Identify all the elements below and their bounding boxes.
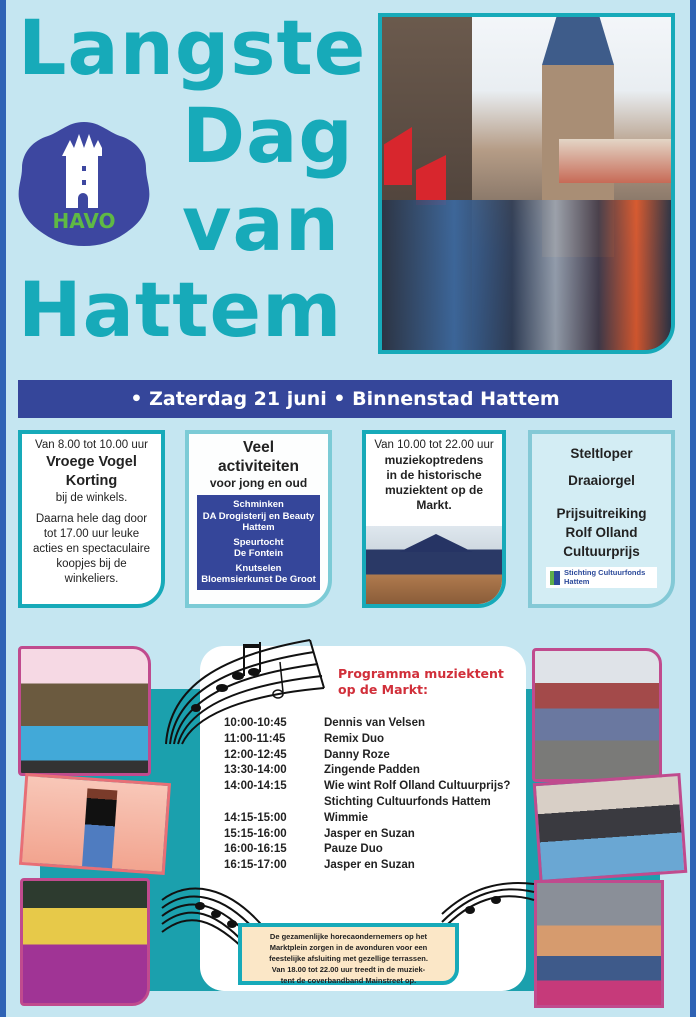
schedule-time: 14:15-15:00 <box>224 811 287 824</box>
card-sub: bij de winkels. <box>55 492 128 504</box>
schedule-time: 14:00-14:15 <box>224 780 287 793</box>
schedule-row <box>224 779 510 795</box>
activity-line: De Fontein <box>233 548 284 559</box>
schedule-row <box>224 795 510 811</box>
card-headline: activiteiten <box>218 458 299 475</box>
note-line: Van 18.00 tot 22.00 uur treedt in de muziek- <box>271 965 426 974</box>
card-headline: Korting <box>65 473 118 489</box>
schedule-act: Remix Duo <box>324 732 385 745</box>
schedule-act: Wimmie <box>324 811 368 824</box>
card-music <box>362 430 506 608</box>
schedule-row <box>224 811 510 827</box>
photo-awning <box>559 139 671 183</box>
card-body-line: Daarna hele dag door <box>35 513 148 525</box>
evening-info-box <box>238 923 459 985</box>
title-line-2: Dag <box>182 91 354 180</box>
right-border <box>690 0 696 1017</box>
schedule-time: 10:00-10:45 <box>224 717 287 729</box>
photo-street-musicians <box>532 648 662 782</box>
note-line: feestelijke afsluiting met gezellige terrassen. <box>269 954 428 963</box>
schedule-row <box>224 763 510 779</box>
schedule-act: Jasper en Suzan <box>324 859 415 872</box>
activity-line: Schminken <box>233 499 284 510</box>
activity-line: Knutselen <box>235 562 282 574</box>
activity-line: Hattem <box>242 522 275 533</box>
schedule-time: 16:15-17:00 <box>224 859 287 872</box>
card-body-line: Markt. <box>416 498 452 512</box>
prize-line: Rolf Olland <box>565 525 638 540</box>
prize-line: Prijsuitreiking <box>556 506 647 521</box>
schedule-time <box>224 795 324 811</box>
card-body-line: acties en spectaculaire <box>33 543 150 555</box>
schedule-act: Pauze Duo <box>324 843 383 856</box>
logo-text: HAVO <box>52 209 116 233</box>
schedule-act: Stichting Cultuurfonds Hattem <box>324 795 491 808</box>
schedule-row <box>224 732 510 748</box>
title-line-3: van <box>182 179 340 268</box>
left-border <box>0 0 6 1017</box>
card-activities <box>185 430 332 608</box>
program-title <box>338 666 504 698</box>
prize-line: Cultuurprijs <box>563 544 640 559</box>
sponsor-line: Hattem <box>564 576 590 586</box>
schedule-act: Wie wint Rolf Olland Cultuurprijs? <box>324 780 511 793</box>
schedule-time: 16:00-16:15 <box>224 843 287 856</box>
schedule-row <box>224 842 510 858</box>
cultuurfonds-logo <box>546 567 657 588</box>
activity-line: DA Drogisterij en Beauty <box>202 510 315 522</box>
cultuurfonds-icon <box>550 571 560 585</box>
photo-terrace-crowd <box>534 880 664 1008</box>
activity-line: Speurtocht <box>233 536 284 548</box>
note-line: tent de coverbandband Mainstreet op. <box>280 976 417 985</box>
card-body-line: tot 17.00 uur leuke <box>43 528 140 540</box>
schedule-act: Dennis van Velsen <box>324 717 425 729</box>
date-location-banner: • Zaterdag 21 juni • Binnenstad Hattem <box>18 380 672 418</box>
note-line: De gezamenlijke horecaondernemers op het <box>269 932 428 941</box>
card-sub: voor jong en oud <box>209 476 308 490</box>
card-body-line: koopjes bij de <box>56 558 127 570</box>
schedule-time: 15:15-16:00 <box>224 827 287 840</box>
card-early-bird <box>18 430 165 608</box>
schedule-row <box>224 748 510 764</box>
card-body-line: winkeliers. <box>64 573 119 585</box>
card-headline: Veel <box>242 439 275 456</box>
title-line-1: Langste <box>18 3 367 92</box>
note-line: Marktplein zorgen in de avonduren voor een <box>269 943 428 952</box>
card-time: Van 8.00 tot 10.00 uur <box>35 439 148 451</box>
sponsor-line: Stichting Cultuurfonds <box>564 568 646 577</box>
schedule-act: Zingende Padden <box>324 764 420 777</box>
photo-music-tent <box>366 526 502 604</box>
card-body-line: in de historische <box>386 468 482 482</box>
card-body-line: muziekoptredens <box>384 453 484 467</box>
photo-market-stall <box>533 773 688 883</box>
hero-photo-street-market <box>378 13 675 354</box>
program-title-line: Programma muziektent <box>338 666 504 681</box>
card-highlights <box>528 430 675 608</box>
activity-line: Bloemsierkunst De Groot <box>201 574 316 585</box>
card-time: Van 10.00 tot 22.00 uur <box>374 439 494 451</box>
schedule-act: Jasper en Suzan <box>324 827 415 840</box>
schedule-time: 12:00-12:45 <box>224 748 287 761</box>
card-body-line: muziektent op de <box>384 483 483 497</box>
photo-candy-popcorn-trailer <box>18 646 151 776</box>
schedule-row <box>224 716 510 732</box>
schedule-time: 13:30-14:00 <box>224 764 287 777</box>
highlight-item: Draaiorgel <box>568 473 635 488</box>
photo-person <box>82 788 118 870</box>
card-headline: Vroege Vogel <box>46 454 137 470</box>
schedule-row <box>224 858 510 874</box>
schedule-table <box>224 716 510 874</box>
tower-icon <box>16 118 152 250</box>
photo-crowd <box>382 200 671 350</box>
havo-logo <box>16 118 152 250</box>
schedule-row <box>224 827 510 843</box>
highlight-item: Steltloper <box>570 446 633 461</box>
photo-stilt-walker <box>19 773 171 875</box>
title-line-4: Hattem <box>18 265 343 354</box>
schedule-act: Danny Roze <box>324 748 390 761</box>
program-title-line: op de Markt: <box>338 682 428 697</box>
schedule-time: 11:00-11:45 <box>224 732 286 745</box>
activities-list <box>197 495 320 590</box>
photo-food-truck <box>20 878 150 1006</box>
